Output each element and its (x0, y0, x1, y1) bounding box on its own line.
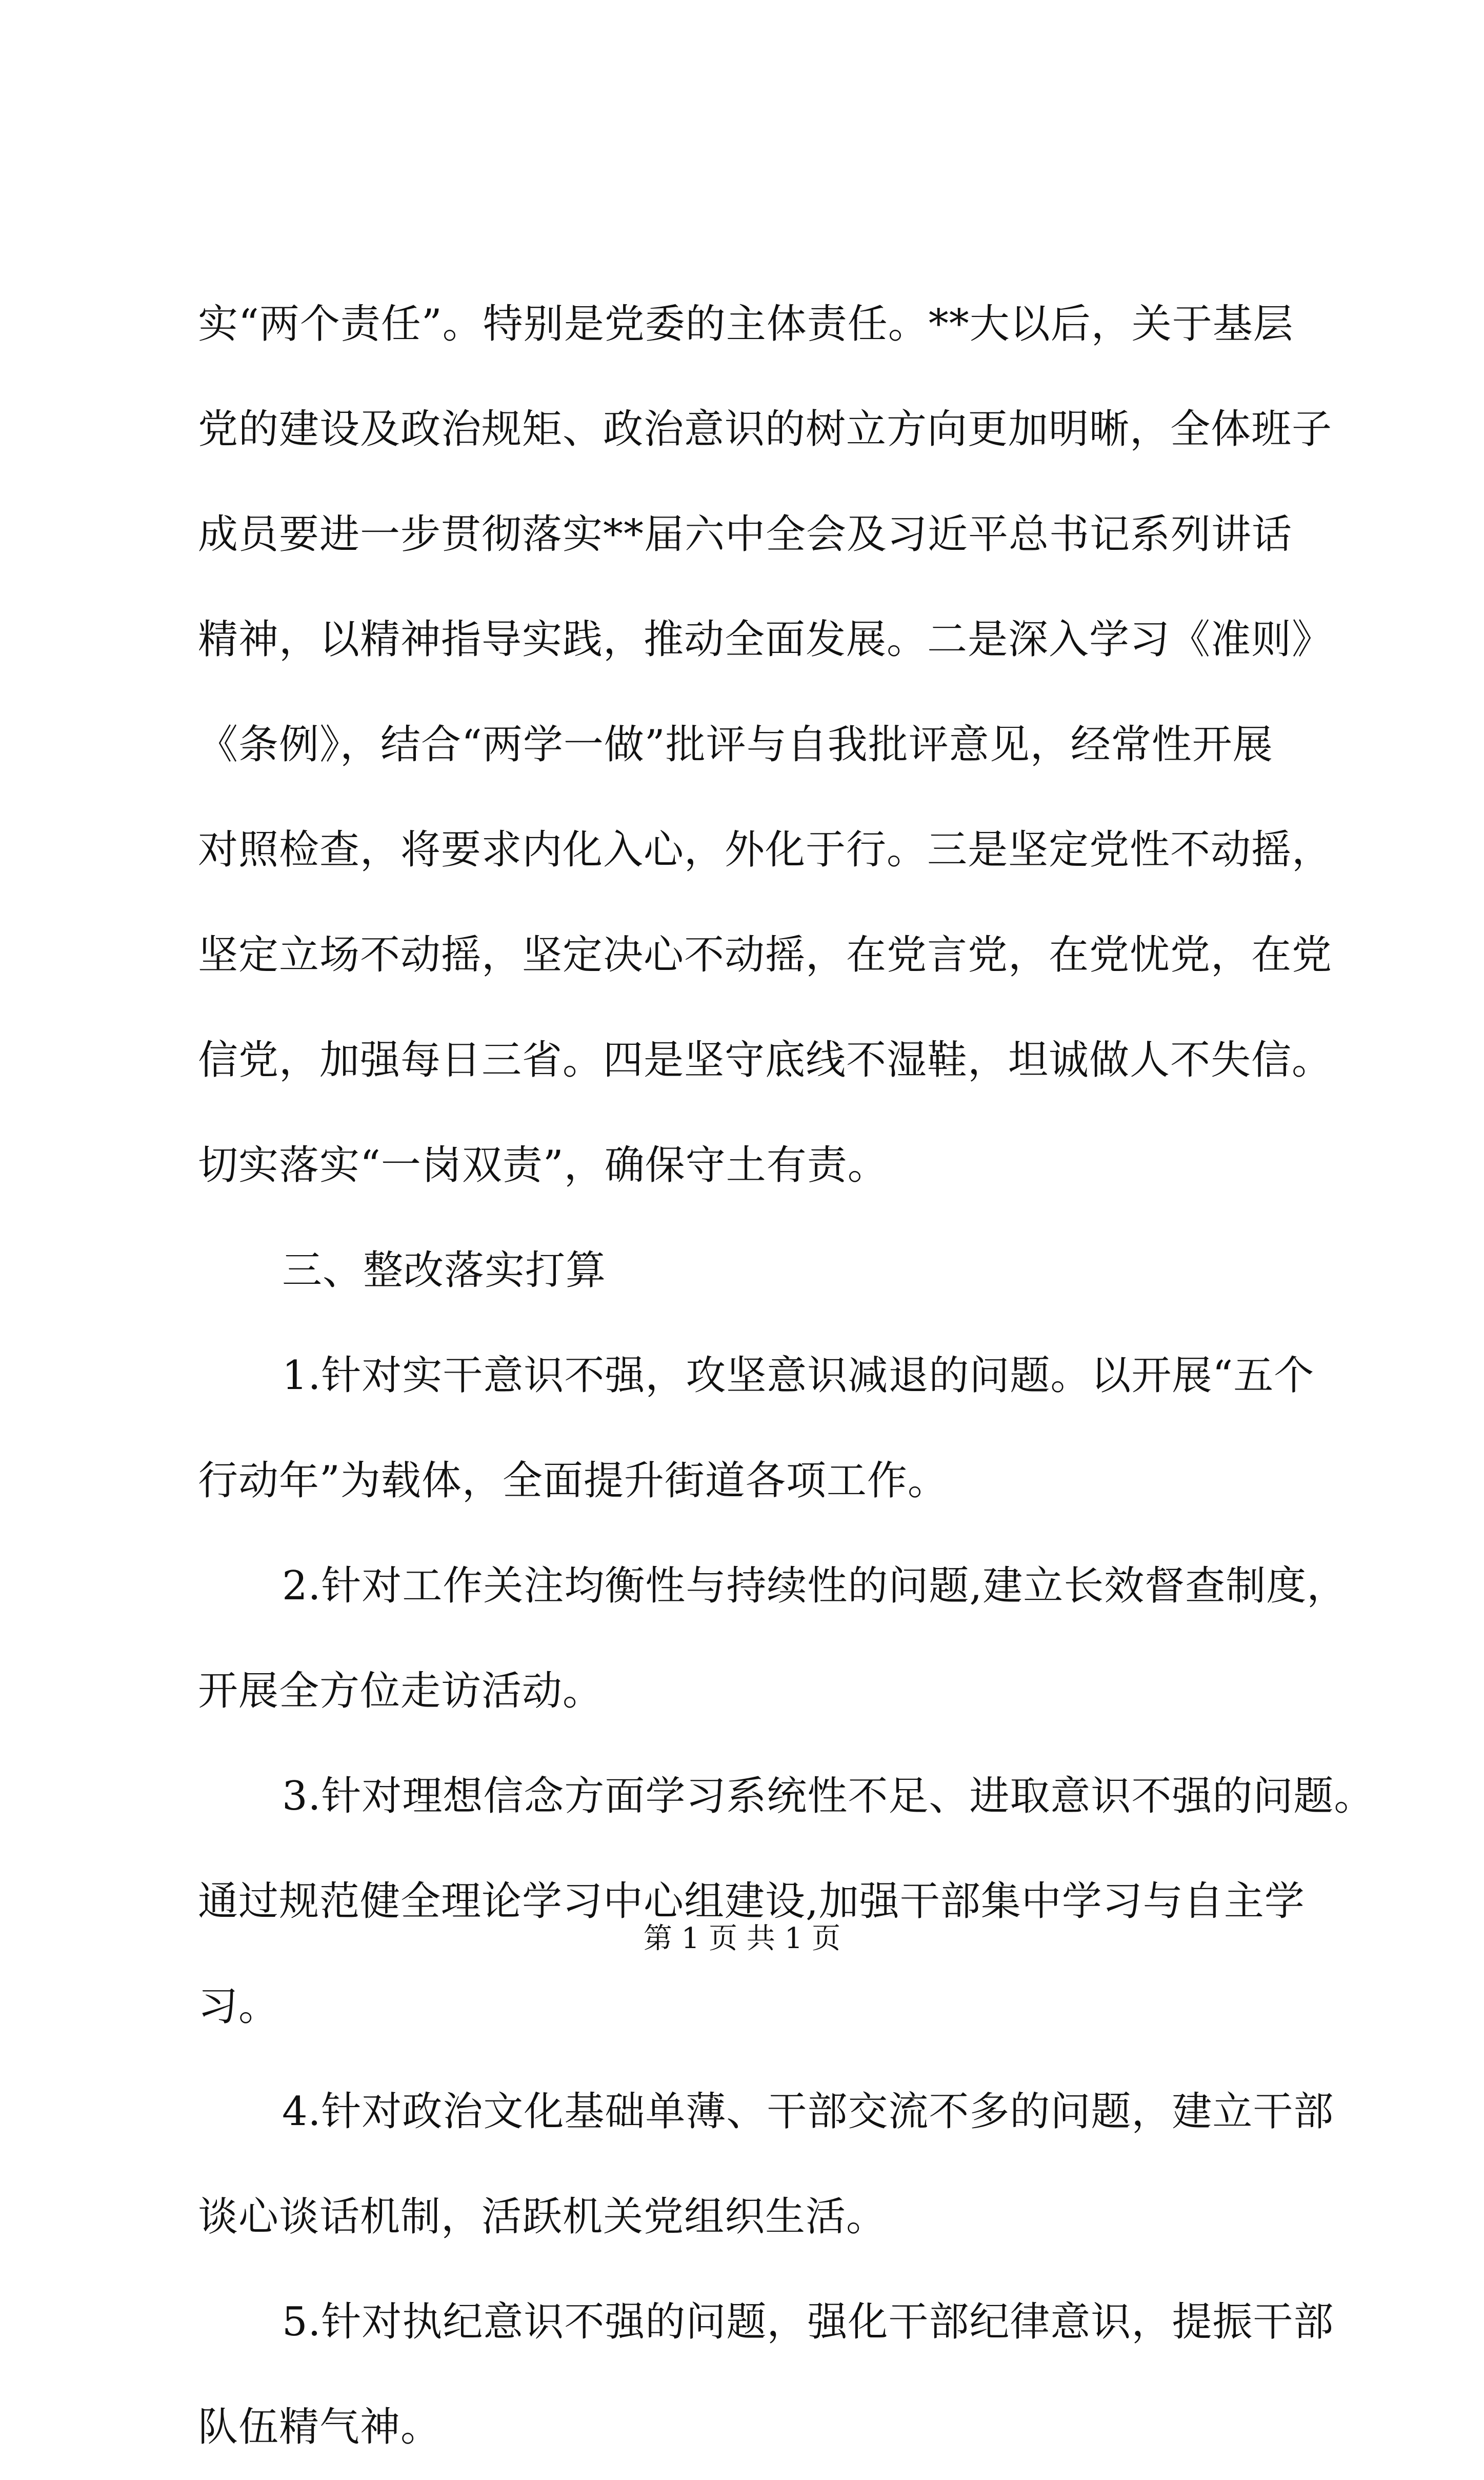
list-item-5-line-2: 队伍精气神。 (198, 2404, 442, 2450)
list-item-3-line-3: 习。 (198, 1983, 279, 2030)
text-line: 切实落实“一岗双责”，确保守土有责。 (198, 1142, 888, 1188)
list-item-5-line-1: 5.针对执纪意识不强的问题，强化干部纪律意识，提振干部 (282, 2299, 1334, 2345)
text-line: 党的建设及政治规矩、政治意识的树立方向更加明晰，全体班子 (198, 406, 1333, 452)
text-line: 实“两个责任”。特别是党委的主体责任。**大以后，关于基层 (198, 301, 1294, 347)
text-line: 信党，加强每日三省。四是坚守底线不湿鞋，坦诚做人不失信。 (198, 1037, 1333, 1083)
text-line: 对照检查，将要求内化入心，外化于行。三是坚定党性不动摇， (198, 827, 1333, 873)
list-item-2-line-1: 2.针对工作关注均衡性与持续性的问题,建立长效督查制度， (282, 1563, 1348, 1609)
list-item-4-line-1: 4.针对政治文化基础单薄、干部交流不多的问题，建立干部 (282, 2089, 1334, 2135)
text-line: 《条例》，结合“两学一做”批评与自我批评意见，经常性开展 (198, 722, 1273, 768)
text-line: 坚定立场不动摇，坚定决心不动摇，在党言党，在党忧党，在党 (198, 932, 1333, 978)
text-line: 成员要进一步贯彻落实**届六中全会及习近平总书记系列讲话 (198, 511, 1293, 558)
section-heading: 三、整改落实打算 (282, 1247, 607, 1294)
list-item-4-line-2: 谈心谈话机制，活跃机关党组织生活。 (198, 2194, 887, 2240)
list-item-3-line-1: 3.针对理想信念方面学习系统性不足、进取意识不强的问题。 (282, 1773, 1375, 1819)
list-item-1-line-2: 行动年”为载体，全面提升街道各项工作。 (198, 1458, 948, 1504)
text-line: 精神，以精神指导实践，推动全面发展。二是深入学习《准则》 (198, 617, 1333, 663)
list-item-2-line-2: 开展全方位走访活动。 (198, 1668, 604, 1714)
page-number-footer: 第 1 页 共 1 页 (643, 1922, 841, 1955)
document-body (198, 272, 1375, 2480)
list-item-3-line-2: 通过规范健全理论学习中心组建设,加强干部集中学习与自主学 (198, 1878, 1305, 1925)
list-item-1-line-1: 1.针对实干意识不强，攻坚意识减退的问题。以开展“五个 (282, 1353, 1315, 1399)
